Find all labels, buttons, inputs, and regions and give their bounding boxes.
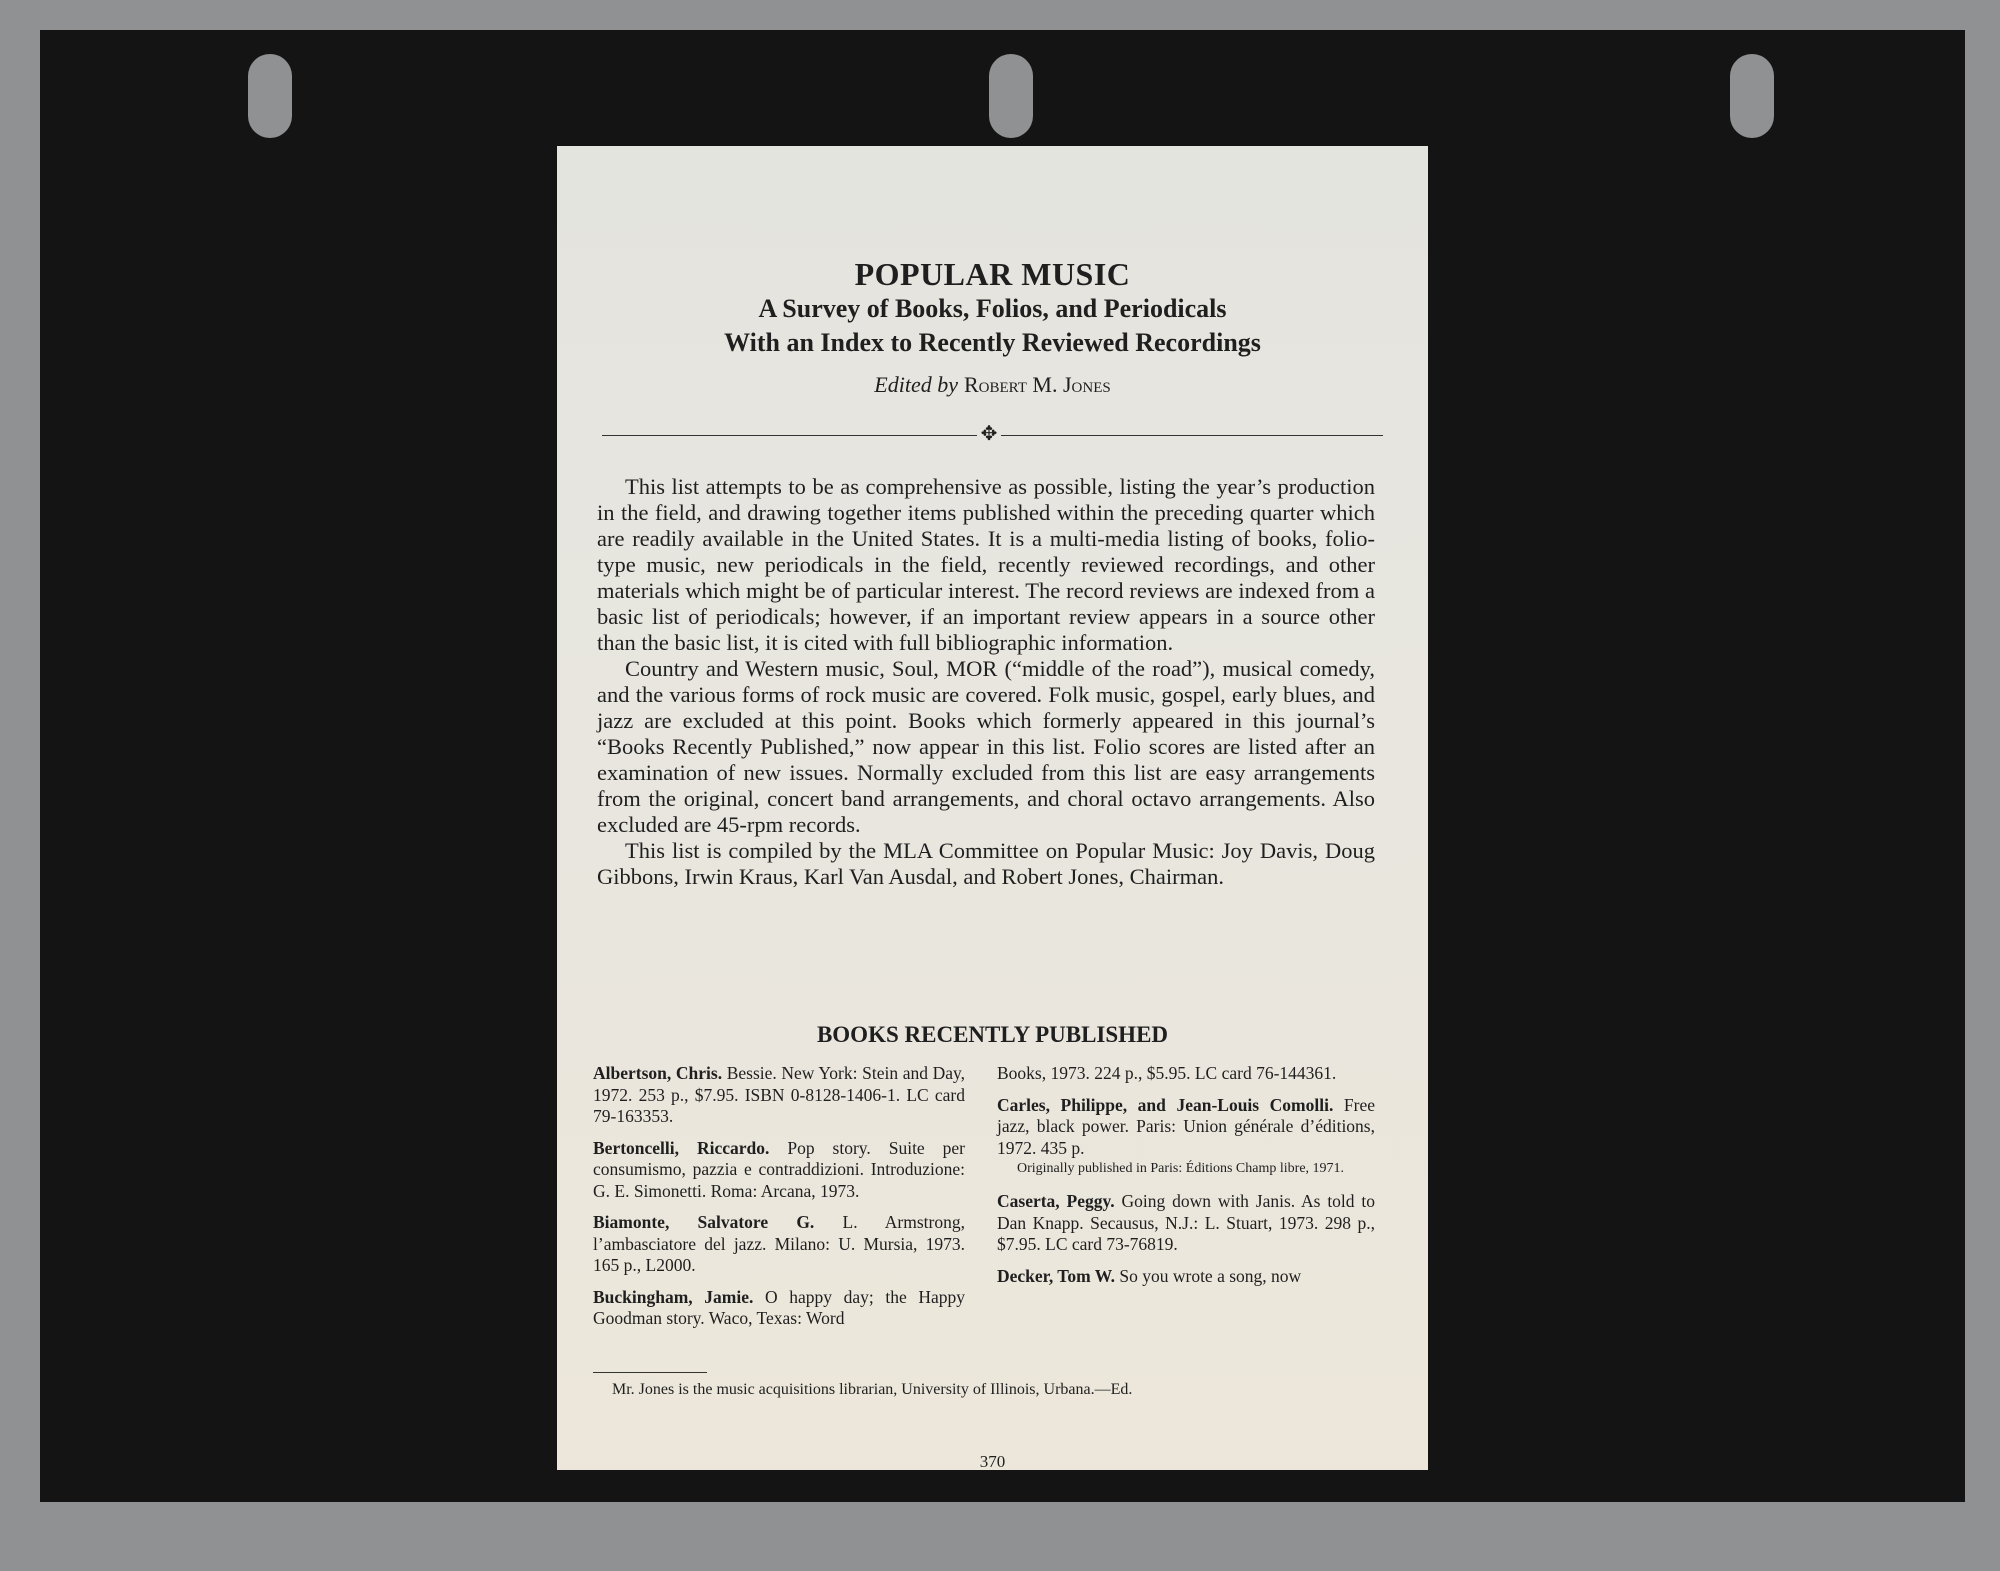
title-divider-right [1001,435,1383,436]
entry-author: Carles, Philippe, and Jean-Louis Comolli. [997,1094,1334,1115]
entry-text: Free jazz, black power. Paris: Union générale d’éditions, 1972. 435 p. [997,1094,1376,1158]
editor-credit [557,372,1428,398]
binder-hole-right [1730,54,1774,138]
intro-paragraph: This list attempts to be as comprehensive as possible, listing the year’s production in the field, and drawing together items published within the preceding quarter which are readily available in the United States. It is a multi-media listing of books, folio-type music, new periodicals in the field, recently reviewed recordings, and other materials which might be of particular interest. The record reviews are indexed from a basic list of periodicals; however, if an important review appears in a source other than the basic list, it is cited with full bibliographic information. [597,474,1375,655]
entry-text: O happy day; the Happy Goodman story. Waco, Texas: Word [593,1286,965,1328]
entry-author: Bertoncelli, Riccardo. [593,1137,770,1158]
intro-paragraph: This list is compiled by the MLA Committee on Popular Music: Joy Davis, Doug Gibbons, Irwin Kraus, Karl Van Ausdal, and Robert Jones, Chairman. [597,838,1375,889]
entry-text: L. Armstrong, l’ambasciatore del jazz. Milano: U. Mursia, 1973. 165 p., L2000. [593,1212,965,1275]
footnote: Mr. Jones is the music acquisitions librarian, University of Illinois, Urbana.—Ed. [612,1381,1133,1398]
section-heading: BOOKS RECENTLY PUBLISHED [816,1022,1169,1047]
title-divider-left [602,435,977,436]
article-page [557,146,1428,1470]
footnote-rule [593,1372,707,1373]
entry-note: Originally published in Paris: Éditions Champ libre, 1971. [1017,1161,1345,1176]
bibliography-entry [997,1095,1375,1160]
editor-name: Robert M. Jones [963,372,1111,397]
binder-hole-center [989,54,1033,138]
entry-author: Decker, Tom W. [997,1265,1115,1286]
binder-hole-left [248,54,292,138]
article-subtitle-line1: A Survey of Books, Folios, and Periodicals [758,294,1227,323]
article-title: POPULAR MUSIC [854,256,1131,292]
entry-author: Biamonte, Salvatore G. [593,1212,815,1232]
bibliography-entry [997,1191,1375,1256]
entry-text: Pop story. Suite per consumismo, pazzia e contraddizioni. Introduzione: G. E. Simonetti. Roma: Arcana, 1973. [593,1137,965,1201]
intro-paragraph: Country and Western music, Soul, MOR (“middle of the road”), musical comedy, and the various forms of rock music are covered. Folk music, gospel, early blues, and jazz are excluded at this point. Books which formerly appeared in this journal’s “Books Recently Published,” now appear in this list. Folio scores are listed after an examination of new issues. Normally excluded from this list are easy arrangements from the original, concert band arrangements, and choral octavo arrangements. Also excluded are 45-rpm records. [597,656,1375,837]
article-subtitle-line2: With an Index to Recently Reviewed Recordings [724,328,1261,357]
bibliography-entry [593,1138,965,1203]
entry-author: Caserta, Peggy. [997,1191,1115,1211]
ornament-icon: ✥ [980,423,998,445]
entry-text: Going down with Janis. As told to Dan Knapp. Secausus, N.J.: L. Stuart, 1973. 298 p., $7.95. LC card 73-76819. [997,1191,1375,1254]
bibliography-entry [593,1287,965,1330]
bibliography-entry [593,1212,965,1277]
page-number: 370 [979,1452,1006,1470]
bibliography-entry [593,1063,965,1128]
entry-author: Buckingham, Jamie. [593,1286,754,1307]
editor-label: Edited by [874,372,958,397]
entry-author: Albertson, Chris. [593,1063,723,1083]
entry-text: Bessie. New York: Stein and Day, 1972. 253 p., $7.95. ISBN 0-8128-1406-1. LC card 79-163353. [593,1063,965,1126]
intro-text [597,474,1375,890]
entry-text: So you wrote a song, now [1119,1265,1302,1286]
bibliography-column-left [593,1063,965,1340]
entry-continuation: Books, 1973. 224 p., $5.95. LC card 76-144361. [997,1063,1337,1083]
bibliography-column-right [997,1063,1375,1297]
bibliography-entry [997,1266,1375,1288]
